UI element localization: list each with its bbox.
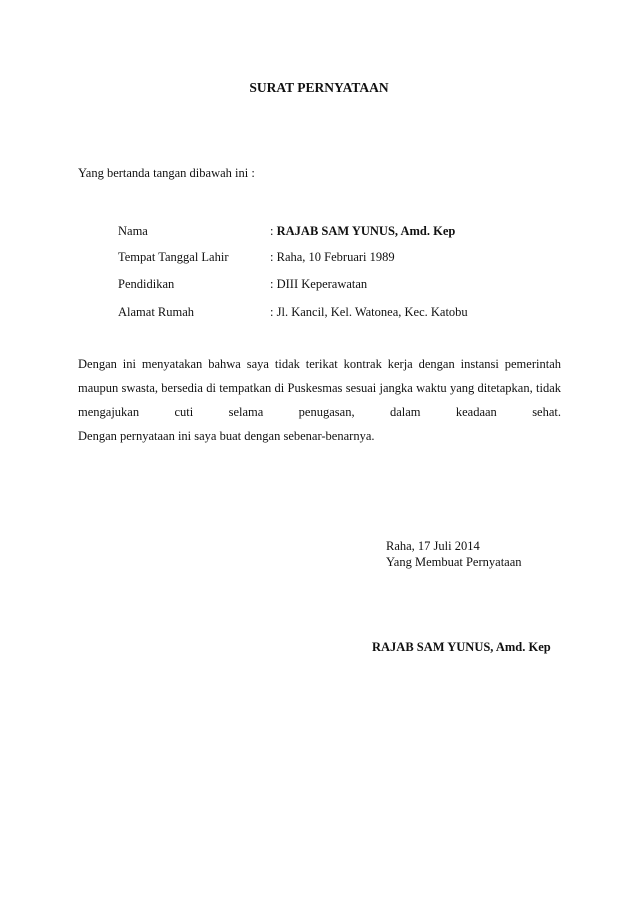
- field-row-nama: [118, 224, 578, 240]
- field-label: Nama: [118, 224, 148, 238]
- signer-name: RAJAB SAM YUNUS, Amd. Kep: [372, 640, 551, 654]
- field-separator: :: [270, 277, 277, 291]
- field-value: [270, 250, 395, 265]
- field-value: [270, 277, 367, 292]
- field-row-alamat-rumah: [118, 305, 578, 321]
- statement-paragraph: Dengan ini menyatakan bahwa saya tidak terikat kontrak kerja dengan instansi pemerintah maupun swasta, bersedia di tempatkan di Puskesmas sesuai jangka waktu yang ditetapkan, tidak mengajukan cuti selama penugasan, dalam keadaan sehat.: [78, 357, 561, 419]
- field-row-tempat-tanggal-lahir: [118, 250, 578, 266]
- field-label: Tempat Tanggal Lahir: [118, 250, 229, 264]
- place-date: Raha, 17 Juli 2014: [386, 539, 480, 553]
- field-value: [270, 305, 468, 320]
- field-row-pendidikan: [118, 277, 578, 293]
- field-separator: :: [270, 224, 277, 238]
- document-title: SURAT PERNYATAAN: [249, 80, 389, 95]
- field-value-text: RAJAB SAM YUNUS, Amd. Kep: [276, 224, 456, 238]
- field-label: Alamat Rumah: [118, 305, 195, 319]
- field-separator: :: [270, 305, 277, 319]
- field-separator: :: [270, 250, 277, 264]
- field-label: Pendidikan: [118, 277, 175, 291]
- closing-sentence: Dengan pernyataan ini saya buat dengan sebenar-benarnya.: [78, 429, 375, 443]
- field-value-text: DIII Keperawatan: [276, 277, 368, 291]
- field-value-text: Jl. Kancil, Kel. Watonea, Kec. Katobu: [276, 305, 468, 319]
- field-value-text: Raha, 10 Februari 1989: [276, 250, 395, 264]
- intro-text: Yang bertanda tangan dibawah ini :: [78, 166, 255, 180]
- signer-role: Yang Membuat Pernyataan: [386, 555, 522, 569]
- field-value: [270, 224, 455, 239]
